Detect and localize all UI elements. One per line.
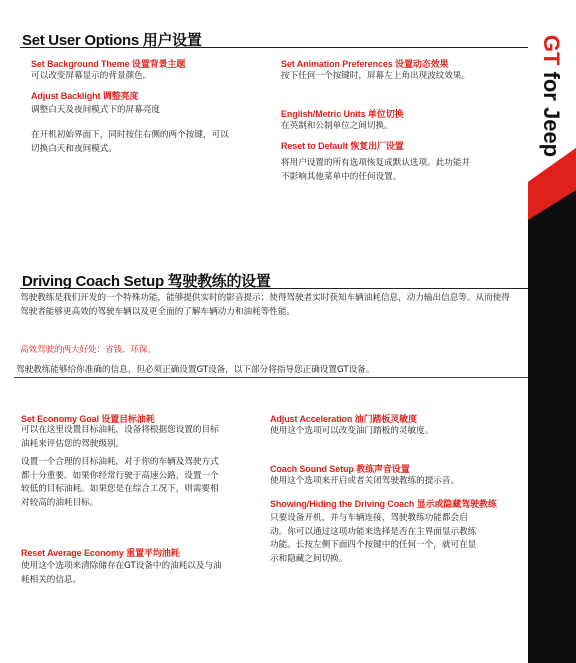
backlight-extra: 在开机初始界面下，同时按住右侧的两个按键，可以切换白天和夜间模式。 <box>31 130 229 154</box>
heading-rule <box>20 288 528 289</box>
backlight-desc: 调整白天及夜间模式下的屏幕亮度 <box>31 105 160 115</box>
coach-benefit: 高效驾驶的两大好处：省钱、环保。 <box>20 345 156 355</box>
bg-theme-title: Set Background Theme 设置背景主题 <box>31 59 186 69</box>
reset-avg-desc: 使用这个选项来清除储存在GT设备中的油耗以及与油耗相关的信息。 <box>21 561 222 585</box>
bg-theme-desc: 可以改变屏幕显示的背景颜色。 <box>31 71 152 81</box>
brand-logo: GT for Jeep <box>539 34 564 158</box>
reset-default-desc: 将用户设置的所有选项恢复成默认选项。此功能并不影响其他菜单中的任何设置。 <box>281 158 471 182</box>
user-options-heading: Set User Options 用户设置 <box>22 32 202 49</box>
accel-desc: 使用这个选项可以改变油门踏板的灵敏度。 <box>270 426 434 436</box>
reset-avg-title: Reset Average Economy 重置平均油耗 <box>21 548 180 558</box>
coach-note: 驾驶教练能够给你准确的信息，但必须正确设置GT设备，以下部分将指导您正确设置GT设备。 <box>16 365 375 375</box>
backlight-title: Adjust Backlight 调整亮度 <box>31 91 139 101</box>
reset-default-title: Reset to Default 恢复出厂设置 <box>281 141 404 151</box>
showhide-desc: 只要设备开机，并与车辆连接，驾驶教练功能都会启动。你可以通过这项功能来选择是否在主界面显示教练功能。长按左侧下面四个按键中的任何一个，就可在显示和隐藏之间切换。 <box>270 513 477 564</box>
sound-desc: 使用这个选项来开启或者关闭驾驶教练的提示音。 <box>270 476 460 486</box>
brand-strip <box>528 0 576 663</box>
animation-title: Set Animation Preferences 设置动态效果 <box>281 59 449 69</box>
animation-desc: 按下任何一个按键时，屏幕左上角出现波纹效果。 <box>281 71 471 81</box>
accel-title: Adjust Acceleration 油门踏板灵敏度 <box>270 414 417 424</box>
sound-title: Coach Sound Setup 教练声音设置 <box>270 464 410 474</box>
economy-extra: 设置一个合理的目标油耗，对于你的车辆及驾驶方式都十分重要。如果你经常行驶于高速公路，设置一个较低的目标油耗。如果您是在综合工况下，则需要相对较高的油耗目标。 <box>21 457 219 508</box>
economy-title: Set Economy Goal 设置目标油耗 <box>21 414 155 424</box>
units-desc: 在英制和公制单位之间切换。 <box>281 121 393 131</box>
showhide-title: Showing/Hiding the Driving Coach 显示或隐藏驾驶教练 <box>270 499 497 509</box>
economy-desc: 可以在这里设置目标油耗，设备将根据您设置的目标油耗来评估您的驾驶级别。 <box>21 425 219 449</box>
coach-intro: 驾驶教练是我们开发的一个特殊功能，能够提供实时的影音提示；使得驾驶者实时获知车辆油耗信息，动力输出信息等。从而使得驾驶者能够更高效的驾驶车辆以及更全面的了解车辆动力和油耗等性能。 <box>20 293 510 317</box>
coach-heading: Driving Coach Setup 驾驶教练的设置 <box>22 273 271 290</box>
units-title: English/Metric Units 单位切换 <box>281 109 404 119</box>
heading-rule <box>20 47 528 48</box>
